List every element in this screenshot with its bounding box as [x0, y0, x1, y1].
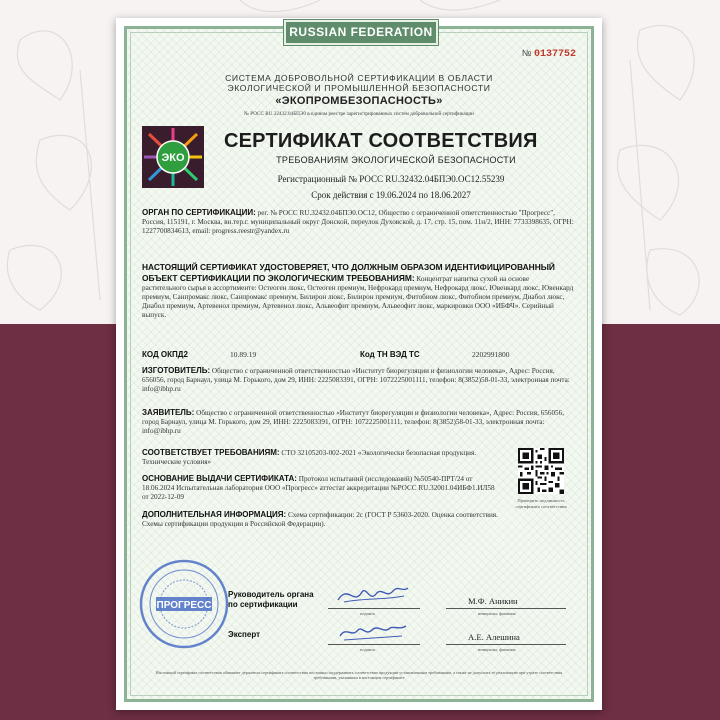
eco-logo-text: ЭКО	[161, 152, 185, 164]
expert-label: Эксперт	[228, 630, 261, 639]
certificate-title: СЕРТИФИКАТ СООТВЕТСТВИЯ	[224, 130, 538, 152]
country-banner: RUSSIAN FEDERATION	[284, 20, 438, 45]
certification-body-heading: ОРГАН ПО СЕРТИФИКАЦИИ:	[142, 208, 256, 217]
validity-period: Срок действия с 19.06.2024 по 18.06.2027	[311, 190, 471, 200]
manufacturer-heading: ИЗГОТОВИТЕЛЬ:	[142, 366, 211, 375]
tnved-value: 2202991800	[472, 350, 510, 359]
certificate-sheet: RUSSIAN FEDERATION № 0137752 СИСТЕМА ДОБРОВОЛЬНОЙ СЕРТИФИКАЦИИ В ОБЛАСТИ ЭКОЛОГИЧЕСКОЙ И ПРОМЫШЛЕННОЙ БЕЗОПАСНОСТИ «ЭКОПРОМБЕЗОПАСНОСТЬ» № РОСС RU.32432.04БПЭ0 в едином реестре зарегистрированных систем добровольной сертификации ЭКО СЕРТИФИКАТ СООТВЕТСТВИЯ ТРЕБОВАНИЯМ ЭКОЛОГИЧЕСКОЙ БЕЗОПАСНОСТИ Регистрационный № РОСС RU.32432.04БПЭ0.ОС12.55239 Срок действия с 19.06.2024 по 18.06.2027 ОРГАН ПО СЕРТИФИКАЦИИ: рег. № РОСС RU.32432.04БПЭ0.ОС12, Общество с ограниченной ответственностью "Прогресс", Россия, 115191, г. Москва, вн.тер.г. муниципальный округ Донской, переулок Духовской, д. 17, стр. 15, пом. 11н/2, ИНН: 7733398635, ОГРН: 1227700834613, email: progress.reestr@yandex.ru НАСТОЯЩИЙ СЕРТИФИКАТ УДОСТОВЕРЯЕТ, ЧТО ДОЛЖНЫМ ОБРАЗОМ ИДЕНТИФИЦИРОВАННЫЙ ОБЪЕКТ СЕРТИФИКАЦИИ ПО ЭКОЛОГИЧЕСКИМ ТРЕБОВАНИЯМ: Концентрат напитка сухой на основе растительного сырья в ассортименте: Остеоген люкс, Остеоген премиум, Нефрокард премиум, Нефрокард люкс, Ювенкард люкс, Ювенкард премиум, Санпромакс люкс, Санпромакс премиум, Билирон люкс, Билирон премиум, Фитобиом люкс, Фитобиом премиум, Диабол люкс, Диабол премиум, Артевенол премиум, Артевенол люкс, Альвеофит премиум, Альвеофит люкс, маркировки ООО «ИБФЧ». Серийный выпуск. КОД ОКПД2 10.89.19 Код ТН ВЭД ТС 2202991800 ИЗГОТОВИТЕЛЬ: Общество с ограниченной ответственностью «Институт биорегуляции и физиологии человека», Адрес: Россия, 656056, город Барнаул, улица М. Горького, дом 29, ИНН: 2225083391, ОГРН: 1072225001111, телефон: 8(3852)58-01-33, электронная почта: info@ibhp.ru ЗАЯВИТЕЛЬ: Общество с ограниченной ответственностью «Институт биорегуляции и физиологии человека», Адрес: Россия, 656056, город Барнаул, улица М. Горького, дом 29, ИНН: 2225083391, ОГРН: 1072225001111, телефон: 8(3852)58-01-33, электронная почта: info@ibhp.ru СООТВЕТСТВУЕТ ТРЕБОВАНИЯМ: СТО 32105203-002-2021 «Экологически безопасная продукция. Технические условия» ОСНОВАНИЕ ВЫДАЧИ СЕРТИФИКАТА: Протокол испытаний (исследований) №50540-ПРТ/24 от 18.06.2024 Испытательная лаборатория ООО «Прогресс» аттестат аккредитации №РОСС RU.32001.04ИБФ1.ИЛ58 от 2022-12-09 ДОПОЛНИТЕЛЬНАЯ ИНФОРМАЦИЯ: Схема сертификации: 2с (ГОСТ Р 53603-2020. Оценка соответствия. Схемы сертификации продукции в Российской Федерации). Проверить подлинность сертификата соответствия ПРОГРЕСС Руководитель органа по сертификации подпись М.Ф. Аникин инициалы, фамилия Эксперт подпись А.Е. Алешина инициалы, фамилия Настоящий сертификат соответствия обязывает держателя сертификата соответствия постоянно поддерживать соответствие продукции установленным требованиям, а также не допускать её реализацию при утрате соответствия требованиям, указанным в настоящем сертификате	[116, 18, 602, 710]
footer-note: Настоящий сертификат соответствия обязывает держателя сертификата соответствия постоянно поддерживать соответствие продукции установленным требованиям, а также не допускать её реализацию при утрате соответствия требованиям, указанным в настоящем сертификате	[155, 670, 563, 680]
qr-code[interactable]	[518, 448, 564, 494]
okpd-value: 10.89.19	[230, 350, 257, 359]
manufacturer-section	[142, 366, 574, 394]
issuance-basis-heading: ОСНОВАНИЕ ВЫДАЧИ СЕРТИФИКАТА:	[142, 474, 297, 483]
expert-name: А.Е. Алешина	[468, 632, 520, 642]
applicant-section	[142, 408, 574, 436]
issuance-basis-section	[142, 474, 502, 502]
serial-number: № 0137752	[521, 48, 576, 60]
additional-info-text: Схема сертификации: 2с (ГОСТ Р 53603-2020. Оценка соответствия. Схемы сертификации продукции в Российской Федерации).	[142, 511, 498, 528]
organization-stamp	[138, 558, 230, 650]
system-title: СИСТЕМА ДОБРОВОЛЬНОЙ СЕРТИФИКАЦИИ В ОБЛАСТИ ЭКОЛОГИЧЕСКОЙ И ПРОМЫШЛЕННОЙ БЕЗОПАСНОСТИ	[225, 73, 493, 93]
additional-info-section	[142, 510, 502, 529]
certification-body-text: рег. № РОСС RU.32432.04БПЭ0.ОС12, Общество с ограниченной ответственностью "Прогресс", Россия, 115191, г. Москва, вн.тер.г. муниципальный округ Донской, переулок Духовской, д. 17, стр. 15, пом. 11н/2, ИНН: 7733398635, ОГРН: 1227700834613, email: progress.reestr@yandex.ru	[142, 209, 574, 235]
requirements-text: СТО 32105203-002-2021 «Экологически безопасная продукция. Технические условия»	[142, 449, 477, 466]
registration-number: Регистрационный № РОСС RU.32432.04БПЭ0.ОС12.55239	[277, 174, 505, 184]
qr-caption: Проверить подлинность сертификата соответствия	[515, 498, 567, 509]
manufacturer-text: Общество с ограниченной ответственностью «Институт биорегуляции и физиологии человека», Адрес: Россия, 656056, город Барнаул, улица М. Горького, дом 29, ИНН: 2225083391, ОГРН: 1072225001111, телефон: 8(3852)58-01-33, электронная почта: info@ibhp.ru	[142, 367, 570, 393]
okpd-label: КОД ОКПД2	[142, 350, 188, 359]
tnved-label: Код ТН ВЭД ТС	[360, 350, 420, 359]
applicant-text: Общество с ограниченной ответственностью «Институт биорегуляции и физиологии человека», Адрес: Россия, 656056, город Барнаул, улица М. Горького, дом 29, ИНН: 2225083391, ОГРН: 1072225001111, телефон: 8(3852)58-01-33, электронная почта: info@ibhp.ru	[142, 409, 565, 435]
serial-number-value: 0137752	[533, 49, 576, 60]
issuance-basis-text: Протокол испытаний (исследований) №50540-ПРТ/24 от 18.06.2024 Испытательная лаборатория ООО «Прогресс» аттестат аккредитации №РОСС RU.32001.04ИБФ1.ИЛ58 от 2022-12-09	[142, 475, 495, 501]
applicant-heading: ЗАЯВИТЕЛЬ:	[142, 408, 195, 417]
certification-body-section	[142, 208, 574, 236]
certified-object-section	[142, 262, 574, 320]
requirements-heading: СООТВЕТСТВУЕТ ТРЕБОВАНИЯМ:	[142, 448, 280, 457]
certified-object-heading: НАСТОЯЩИЙ СЕРТИФИКАТ УДОСТОВЕРЯЕТ, ЧТО ДОЛЖНЫМ ОБРАЗОМ ИДЕНТИФИЦИРОВАННЫЙ ОБЪЕКТ СЕРТИФИКАЦИИ ПО ЭКОЛОГИЧЕСКИМ ТРЕБОВАНИЯМ:	[142, 262, 555, 283]
system-name: «ЭКОПРОМБЕЗОПАСНОСТЬ»	[275, 95, 443, 107]
system-registry-note: № РОСС RU.32432.04БПЭ0 в едином реестре зарегистрированных систем добровольной сертификации	[244, 111, 474, 117]
expert-signature	[336, 618, 410, 644]
head-signature	[334, 580, 412, 608]
certificate-subtitle: ТРЕБОВАНИЯМ ЭКОЛОГИЧЕСКОЙ БЕЗОПАСНОСТИ	[276, 155, 516, 165]
stamp-text: ПРОГРЕСС	[156, 600, 212, 611]
head-name: М.Ф. Аникин	[468, 596, 518, 606]
eco-logo	[142, 126, 204, 188]
certified-object-text: Концентрат напитка сухой на основе растительного сырья в ассортименте: Остеоген люкс, Остеоген премиум, Нефрокард премиум, Нефрокард люкс, Ювенкард люкс, Ювенкард премиум, Санпромакс люкс, Санпромакс премиум, Билирон люкс, Билирон премиум, Фитобиом люкс, Фитобиом премиум, Диабол люкс, Диабол премиум, Артевенол премиум, Артевенол люкс, Альвеофит премиум, Альвеофит люкс, маркировки ООО «ИБФЧ». Серийный выпуск.	[142, 275, 574, 319]
head-of-body-label: Руководитель органа по сертификации	[228, 590, 314, 609]
additional-info-heading: ДОПОЛНИТЕЛЬНАЯ ИНФОРМАЦИЯ:	[142, 510, 287, 519]
requirements-section	[142, 448, 502, 467]
